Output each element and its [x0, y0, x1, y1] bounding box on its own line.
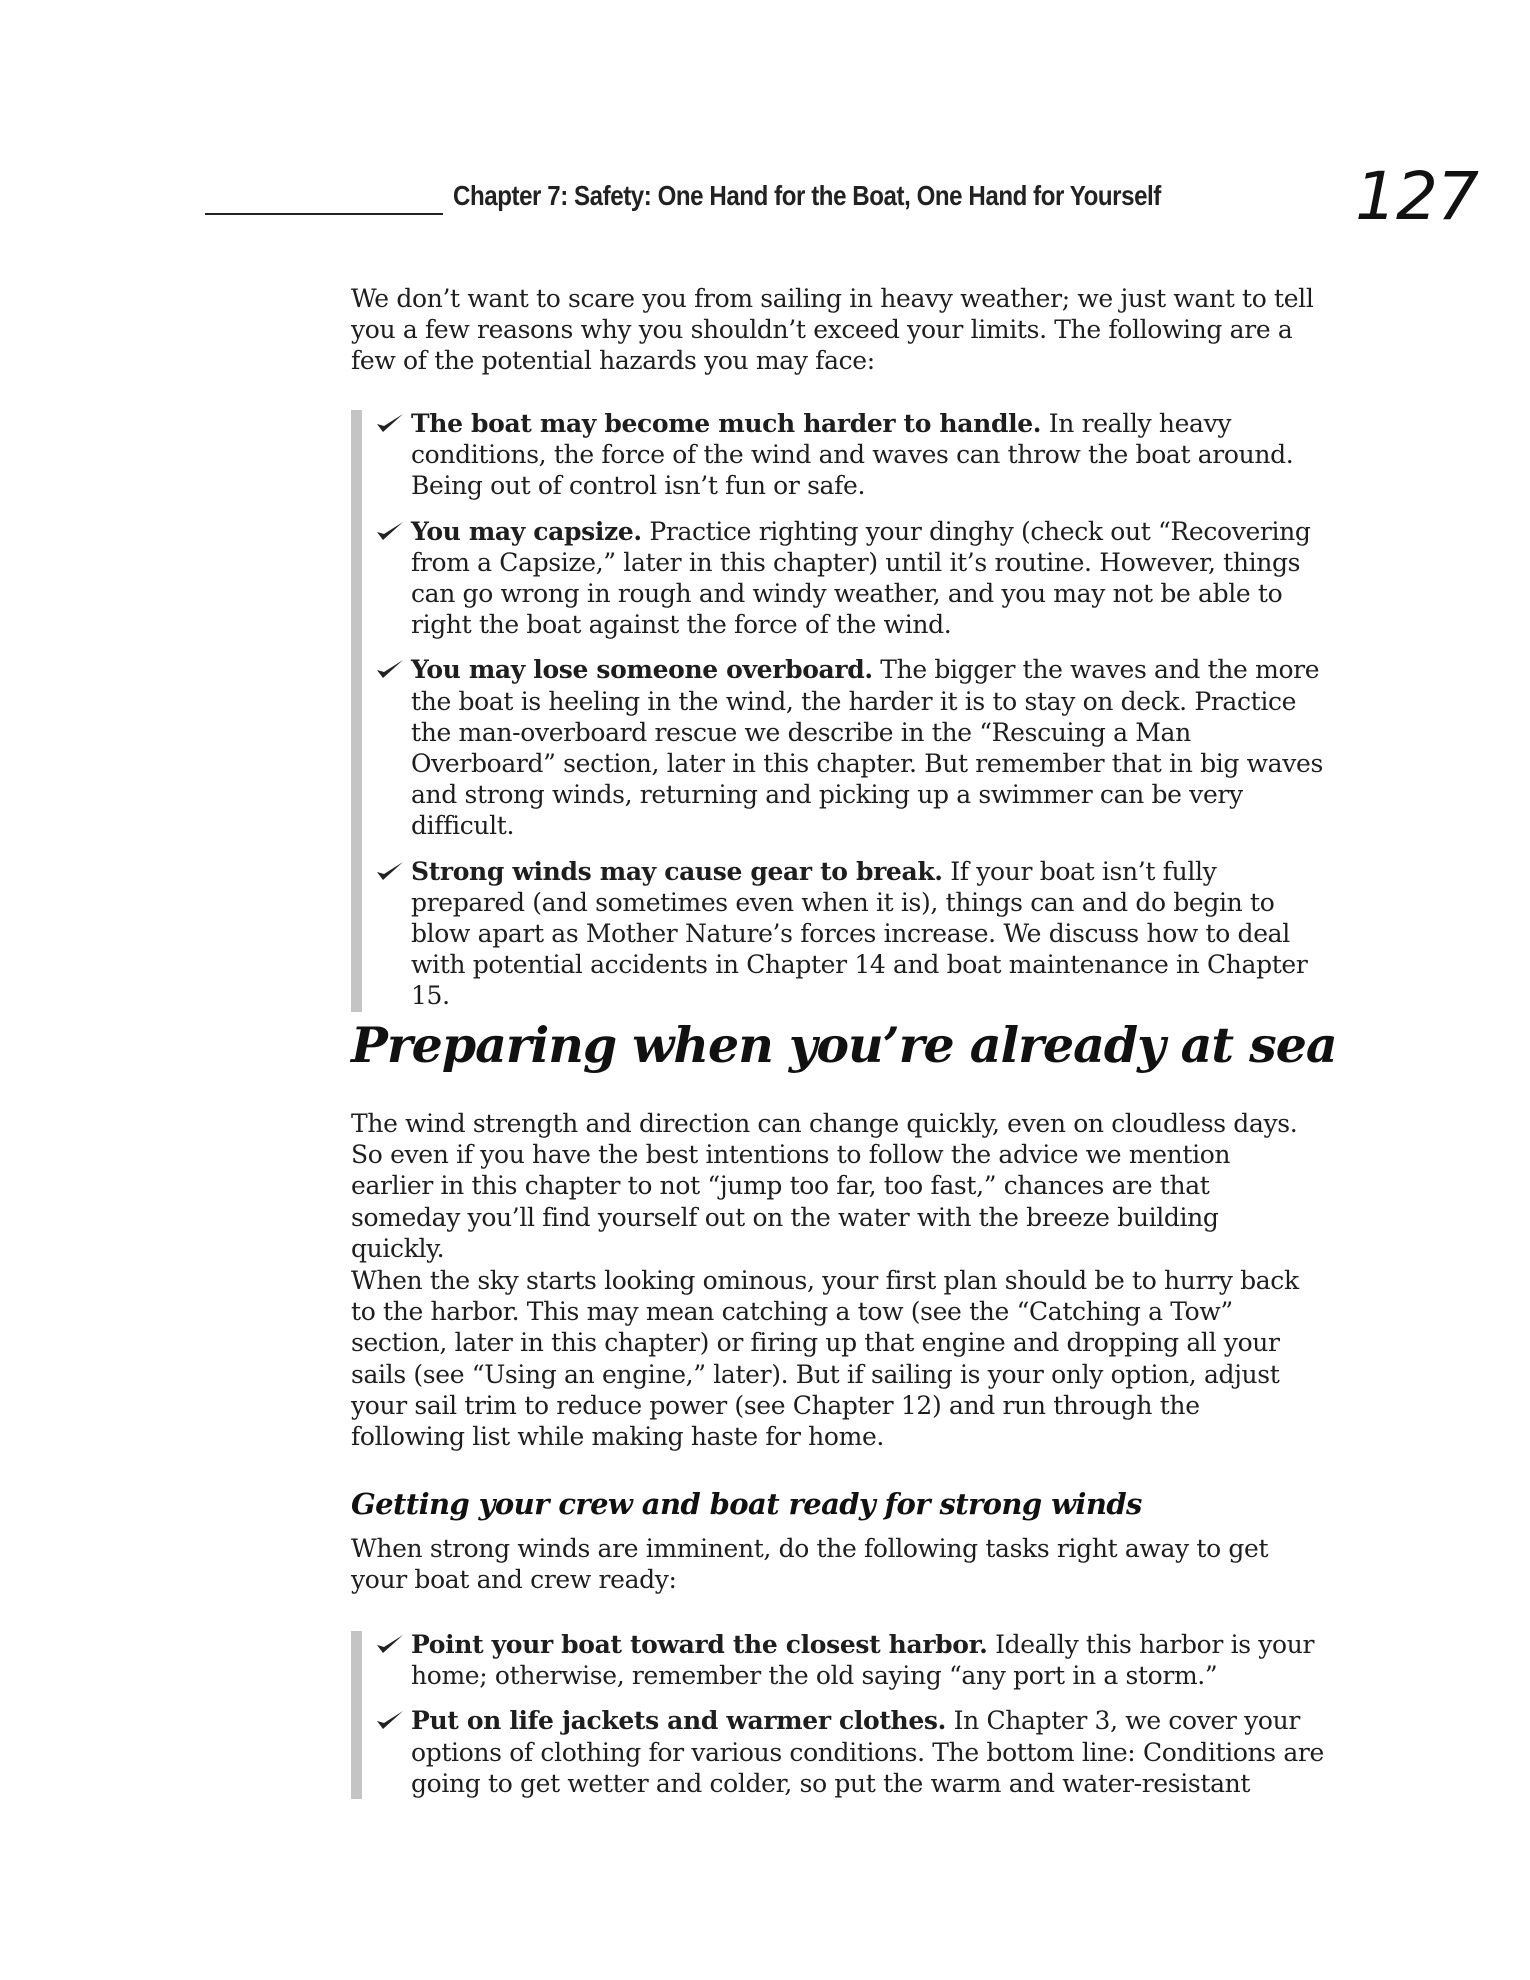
checkmark-icon	[375, 1708, 405, 1732]
checkmark-icon	[375, 657, 405, 681]
list-item	[351, 1705, 1326, 1799]
bullet-text: Ideally this harbor is your home; otherwise, remember the old saying “any port in a storm.”	[411, 1630, 1315, 1691]
section-heading: Preparing when you’re already at sea	[351, 1016, 1337, 1074]
list-item	[351, 1629, 1326, 1691]
subsection-heading: Getting your crew and boat ready for strong winds	[351, 1487, 1142, 1521]
bullet-text: In Chapter 3, we cover your options of clothing for various conditions. The bottom line: Conditions are going to get wetter and colder, so put the warm and water-resistant	[411, 1706, 1324, 1798]
bullet-lead: You may capsize.	[411, 516, 642, 546]
hazards-list	[351, 408, 1326, 1012]
subsection-paragraph: When strong winds are imminent, do the following tasks right away to get your boat and crew ready:	[351, 1534, 1269, 1595]
chapter-title: Chapter 7: Safety: One Hand for the Boat, One Hand for Yourself	[453, 180, 1161, 211]
section-paragraph-1: The wind strength and direction can change quickly, even on cloudless days. So even if you have the best intentions to follow the advice we mention earlier in this chapter to not “jump too far, too fast,” chances are that someday you’ll find yourself out on the water with the breeze building quickly.	[351, 1109, 1298, 1263]
list-item	[351, 516, 1326, 641]
bullet-lead: Put on life jackets and warmer clothes.	[411, 1706, 946, 1736]
bullet-text: Practice righting your dinghy (check out “Recovering from a Capsize,” later in this chapter) until it’s routine. However, things can go wrong in rough and windy weather, and you may not be able to right the boat against the force of the wind.	[411, 516, 1311, 640]
bullet-text: The bigger the waves and the more the boat is heeling in the wind, the harder it is to stay on deck. Practice the man-overboard rescue we describe in the “Rescuing a Man Overboard” section, later in this chapter. But remember that in big waves and strong winds, returning and picking up a swimmer can be very difficult.	[411, 655, 1323, 841]
bullet-lead: Strong winds may cause gear to break.	[411, 856, 943, 886]
header-rule	[205, 213, 443, 215]
list-item	[351, 408, 1326, 502]
checkmark-icon	[375, 411, 405, 435]
checkmark-icon	[375, 1632, 405, 1656]
checkmark-icon	[375, 859, 405, 883]
intro-paragraph: We don’t want to scare you from sailing in heavy weather; we just want to tell you a few reasons why you shouldn’t exceed your limits. The following are a few of the potential hazards you may face:	[351, 284, 1314, 376]
bullet-text: If your boat isn’t fully prepared (and sometimes even when it is), things can and do begin to blow apart as Mother Nature’s forces increase. We discuss how to deal with potential accidents in Chapter 14 and boat maintenance in Chapter 15.	[411, 856, 1308, 1011]
page-number: 127	[1355, 158, 1478, 235]
list-item	[351, 654, 1326, 841]
bullet-lead: You may lose someone overboard.	[411, 655, 873, 685]
bullet-lead: The boat may become much harder to handle.	[411, 409, 1042, 438]
bullet-text: In really heavy conditions, the force of the wind and waves can throw the boat around. Being out of control isn’t fun or safe.	[411, 409, 1294, 501]
tasks-list	[351, 1629, 1326, 1799]
section-paragraph-2: When the sky starts looking ominous, your first plan should be to hurry back to the harbor. This may mean catching a tow (see the “Catching a Tow” section, later in this chapter) or firing up that engine and dropping all your sails (see “Using an engine,” later). But if sailing is your only option, adjust your sail trim to reduce power (see Chapter 12) and run through the following list while making haste for home.	[351, 1266, 1299, 1452]
checkmark-icon	[375, 519, 405, 543]
bullet-lead: Point your boat toward the closest harbor.	[411, 1630, 988, 1659]
list-item	[351, 856, 1326, 1012]
